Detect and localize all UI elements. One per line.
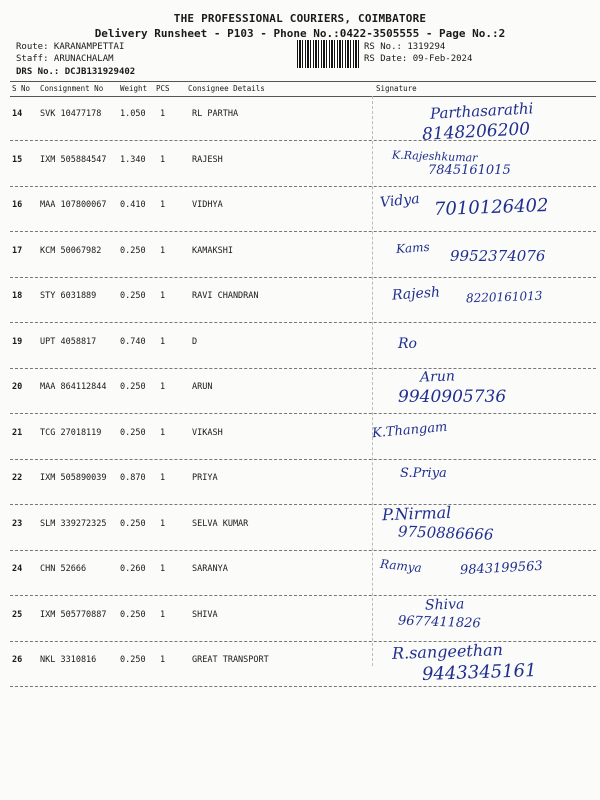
row-consignment: MAA 864112844 [40, 382, 107, 392]
staff-label: Staff: ARUNACHALAM [16, 54, 114, 64]
row-divider [10, 595, 596, 596]
handwritten-signature: Vidya [379, 190, 421, 212]
row-consignee: SARANYA [192, 564, 228, 574]
table-row [0, 368, 600, 417]
route-label: Route: KARANAMPETTAI [16, 42, 125, 52]
handwritten-signature: R.sangeethan [391, 640, 504, 663]
row-weight: 1.050 [120, 109, 146, 119]
row-consignee: VIKASH [192, 427, 223, 438]
handwritten-phone: 9750886666 [397, 521, 494, 544]
col-consignment: Consignment No [40, 84, 104, 93]
row-sno: 26 [12, 655, 23, 665]
row-pcs: 1 [160, 382, 166, 392]
col-weight: Weight [120, 84, 148, 93]
row-sno: 14 [12, 109, 23, 119]
handwritten-signature: K.Rajeshkumar [391, 148, 478, 164]
row-consignee: RAJESH [192, 154, 223, 165]
row-pcs: 1 [160, 154, 166, 165]
table-row [0, 555, 600, 599]
handwritten-signature: Kams [395, 239, 431, 256]
row-divider [10, 550, 596, 551]
row-consignee: RAVI CHANDRAN [192, 291, 259, 301]
col-sno: S No [12, 84, 31, 93]
row-consignee: GREAT TRANSPORT [192, 655, 269, 665]
handwritten-signature: Ramya [379, 556, 423, 576]
row-sno: 15 [12, 154, 23, 165]
table-row [0, 191, 600, 235]
handwritten-phone: 8220161013 [465, 288, 543, 306]
row-divider [10, 322, 596, 323]
handwritten-phone: 9677411826 [397, 613, 481, 631]
row-consignee: SELVA KUMAR [192, 518, 249, 529]
row-sno: 25 [12, 609, 23, 620]
row-pcs: 1 [160, 336, 166, 347]
row-weight: 0.250 [120, 291, 146, 301]
row-weight: 0.250 [120, 518, 146, 529]
col-signature: Signature [376, 84, 417, 93]
table-header [0, 84, 600, 96]
row-weight: 0.250 [120, 655, 146, 665]
table-row [0, 419, 600, 463]
handwritten-phone: 9443345161 [421, 660, 537, 685]
row-sno: 16 [12, 200, 23, 210]
col-pcs: PCS [156, 84, 170, 93]
handwritten-signature: P.Nirmal [381, 502, 452, 524]
handwritten-signature: S.Priya [400, 466, 447, 481]
row-pcs: 1 [160, 518, 166, 529]
row-sno: 21 [12, 427, 23, 438]
row-consignee: ARUN [192, 382, 213, 392]
handwritten-signature: Rajesh [391, 284, 441, 304]
row-pcs: 1 [160, 109, 166, 119]
row-sno: 18 [12, 291, 23, 301]
row-weight: 0.410 [120, 200, 146, 210]
row-pcs: 1 [160, 609, 166, 620]
row-sno: 17 [12, 245, 23, 256]
rs-date: RS Date: 09-Feb-2024 [364, 54, 473, 64]
row-weight: 0.870 [120, 473, 146, 483]
row-pcs: 1 [160, 200, 166, 210]
row-pcs: 1 [160, 291, 166, 301]
row-consignment: STY 6031889 [40, 291, 97, 301]
row-consignment: IXM 505770887 [40, 609, 107, 620]
row-consignment: CHN 52666 [40, 564, 87, 574]
header-bottom-rule [10, 96, 596, 97]
table-row [0, 502, 600, 554]
row-pcs: 1 [160, 655, 166, 665]
row-consignee: PRIYA [192, 473, 218, 483]
row-divider [10, 413, 596, 414]
row-consignee: SHIVA [192, 609, 218, 620]
row-consignee: VIDHYA [192, 200, 223, 210]
handwritten-phone: 8148206200 [421, 119, 531, 145]
row-sno: 23 [12, 518, 23, 529]
row-pcs: 1 [160, 245, 166, 256]
row-sno: 24 [12, 564, 23, 574]
table-row [0, 464, 600, 508]
table-row [0, 237, 600, 281]
row-consignment: TCG 27018119 [40, 427, 102, 438]
row-weight: 0.250 [120, 382, 146, 392]
barcode [297, 40, 359, 68]
row-divider [10, 186, 596, 187]
header-top-rule [10, 81, 596, 82]
row-consignment: UPT 4058817 [40, 336, 97, 347]
row-weight: 0.740 [120, 336, 146, 347]
row-pcs: 1 [160, 564, 166, 574]
row-pcs: 1 [160, 473, 166, 483]
row-sno: 20 [12, 382, 23, 392]
row-consignment: IXM 505884547 [40, 154, 107, 165]
row-consignment: SVK 10477178 [40, 109, 102, 119]
row-sno: 19 [12, 336, 23, 347]
row-consignment: KCM 50067982 [40, 245, 102, 256]
handwritten-phone: 9843199563 [459, 558, 544, 579]
table-row [0, 595, 600, 645]
handwritten-phone: 7845161015 [428, 162, 511, 178]
table-row [0, 640, 600, 690]
row-divider [10, 277, 596, 278]
table-row [0, 100, 600, 144]
handwritten-signature: K.Thangam [371, 419, 448, 441]
row-consignment: MAA 107800067 [40, 200, 107, 210]
row-divider [10, 641, 596, 642]
table-row [0, 328, 600, 372]
row-divider [10, 459, 596, 460]
table-row [0, 146, 600, 190]
row-divider [10, 231, 596, 232]
row-consignee: RL PARTHA [192, 109, 239, 119]
handwritten-signature: Arun [419, 368, 456, 386]
row-consignee: KAMAKSHI [192, 245, 233, 256]
handwritten-signature: Ro [398, 335, 417, 352]
handwritten-phone: 9952374076 [450, 246, 546, 265]
row-divider [10, 686, 596, 687]
row-consignment: NKL 3310816 [40, 655, 97, 665]
row-consignee: D [192, 336, 198, 347]
company-title: THE PROFESSIONAL COURIERS, COIMBATORE [173, 12, 427, 25]
row-divider [10, 140, 596, 141]
row-divider [10, 504, 596, 505]
col-consignee: Consignee Details [188, 84, 265, 93]
row-consignment: IXM 505890039 [40, 473, 107, 483]
table-row [0, 282, 600, 326]
row-weight: 0.250 [120, 427, 146, 438]
row-weight: 0.260 [120, 564, 146, 574]
runsheet-line: Delivery Runsheet - P103 - Phone No.:0422-3505555 - Page No.:2 [94, 27, 506, 40]
handwritten-phone: 7010126402 [433, 195, 549, 220]
row-weight: 0.250 [120, 245, 146, 256]
row-pcs: 1 [160, 427, 166, 438]
row-divider [10, 368, 596, 369]
row-sno: 22 [12, 473, 23, 483]
row-weight: 0.250 [120, 609, 146, 620]
handwritten-signature: Shiva [424, 595, 465, 614]
handwritten-phone: 9940905736 [398, 387, 507, 407]
rs-number: RS No.: 1319294 [364, 42, 446, 52]
row-consignment: SLM 339272325 [40, 518, 107, 529]
drs-number: DRS No.: DCJB131929402 [16, 67, 136, 77]
row-weight: 1.340 [120, 154, 146, 165]
handwritten-signature: Parthasarathi [429, 99, 534, 123]
